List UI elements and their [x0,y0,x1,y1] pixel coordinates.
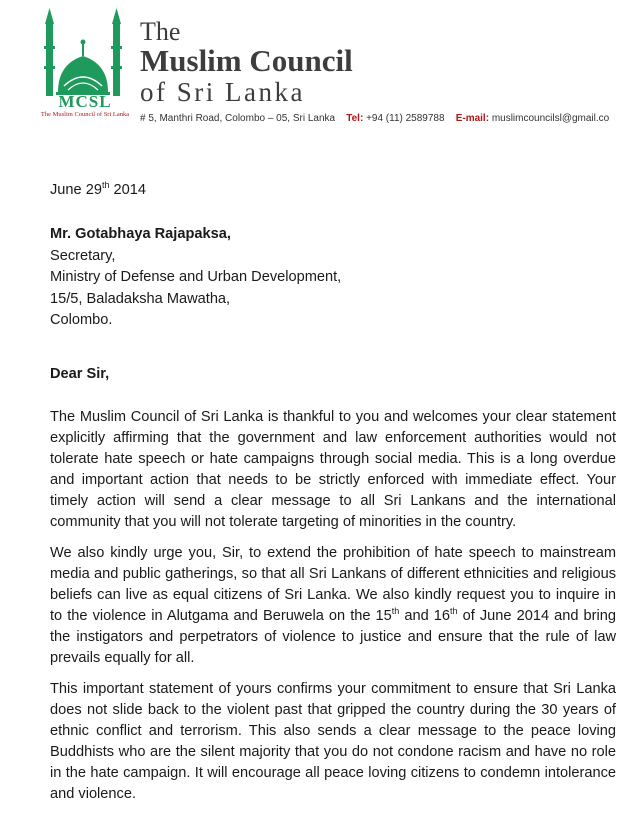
paragraph-2-part-a: We also kindly urge you, Sir, to extend the prohibition of hate speech to mainstream media and public gatherings, so that all Sri Lankans of different ethnicities and religious beliefs can live as equal citizens of Sri Lanka. We also kindly request you to inquire in to the violence in Alutgama and Beruwela on the 15 [50,545,616,624]
logo-text [40,92,130,118]
org-name-line3: of Sri Lanka [140,76,305,107]
organization-name [140,18,353,106]
recipient-name: Mr. Gotabhaya Rajapaksa, [50,226,231,242]
org-name-line2: Muslim Council [140,43,353,79]
date-suffix: 2014 [109,182,146,198]
tel-label: Tel: [346,113,364,124]
email-address: muslimcouncilsl@gmail.co [491,113,610,124]
salutation: Dear Sir, [50,366,110,382]
logo-subtitle: The Muslim Council of Sri Lanka [40,111,130,118]
tel-number: +94 (11) 2589788 [366,113,445,124]
ordinal-sup: th [391,606,400,617]
date-ordinal: th [101,180,110,191]
paragraph-3: This important statement of yours confirms your commitment to ensure that Sri Lanka does not slide back to the violent past that gripped the country during the 30 years of ethnic conflict and terrorism. This also sends a clear message to the peace loving Buddhists who are the silent majority that you do not condone racism and have no role in the hate campaign. It will encourage all peace loving citizens to condemn intolerance and violence. [50,681,616,802]
recipient-block [50,224,341,332]
paragraph-2-part-c: of June 2014 and bring the instigators and perpetrators of violence to justice and ensure that the rule of law prevails equally for all. [50,608,616,666]
date-prefix: June 29 [50,182,102,198]
recipient-line: 15/5, Baladaksha Mawatha, [50,290,231,307]
logo-abbreviation: MCSL [58,92,112,111]
ordinal-sup: th [450,606,458,617]
org-name-line1: The [140,17,181,46]
recipient-line: Secretary, [50,247,116,264]
letter-date [50,182,146,198]
email-label: E-mail: [455,113,490,124]
paragraph-1: The Muslim Council of Sri Lanka is thankful to you and welcomes your clear statement explicitly affirming that the government and law enforcement authorities would not tolerate hate speech or hate campaigns through social media. This is a long overdue and important action that needs to be strictly enforced with immediate effect. Your timely action will send a clear message to all Sri Lankans and the international community that you will not tolerate targeting of minorities in the country. [50,409,616,530]
recipient-line: Ministry of Defense and Urban Development, [50,269,342,285]
recipient-line: Colombo. [50,312,113,328]
address-text: # 5, Manthri Road, Colombo – 05, Sri Lanka [140,113,336,124]
paragraph-2 [50,543,616,669]
letterhead [0,0,640,150]
letter-body [50,407,616,815]
address-bar [140,113,609,124]
paragraph-2-part-b: and 16 [399,608,451,624]
